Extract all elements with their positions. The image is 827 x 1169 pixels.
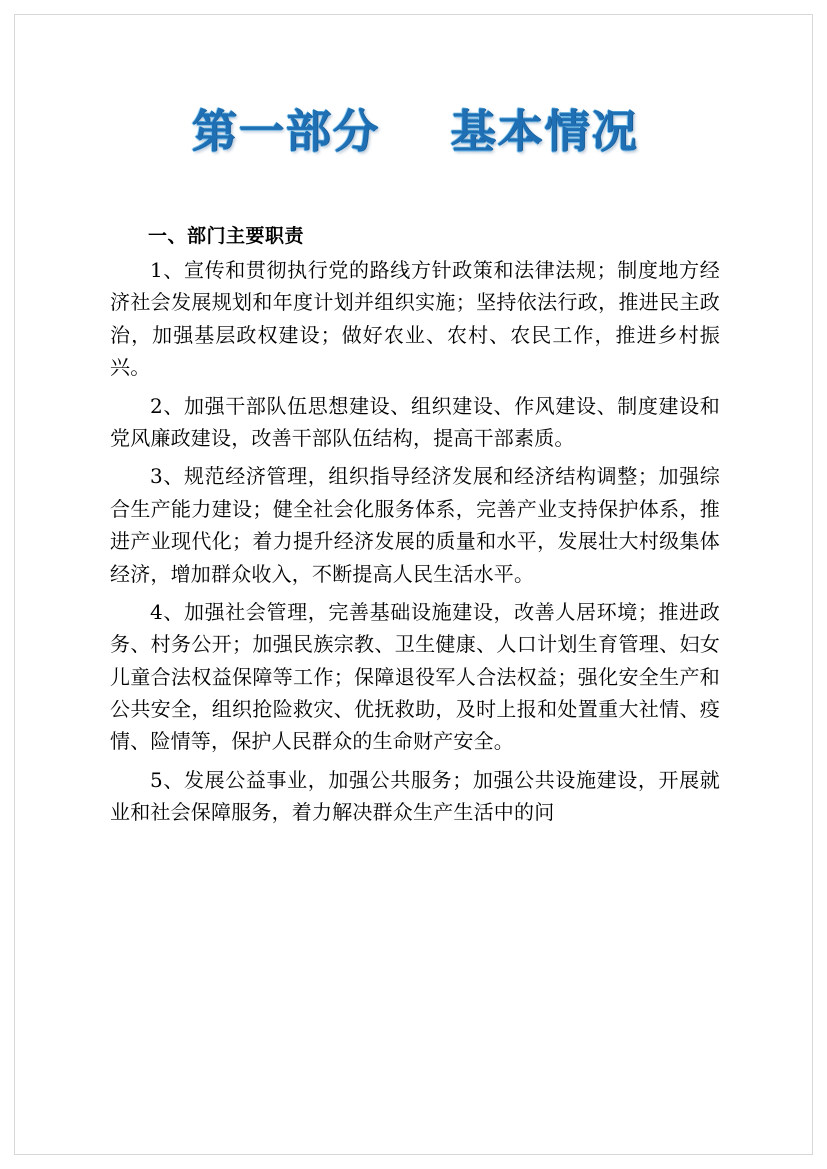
paragraph: 2、加强干部队伍思想建设、组织建设、作风建设、制度建设和党风廉政建设，改善干部队伍结构，提高干部素质。	[110, 393, 720, 450]
paragraph: 1、宣传和贯彻执行党的路线方针政策和法律法规；制度地方经济社会发展规划和年度计划并组织实施；坚持依法行政，推进民主政治，加强基层政权建设；做好农业、农村、农民工作，推进乡村振兴。	[110, 258, 720, 380]
page-content	[110, 70, 720, 829]
page-title: 第一部分 基本情况	[191, 105, 639, 158]
paragraph: 3、规范经济管理，组织指导经济发展和经济结构调整；加强综合生产能力建设；健全社会化服务体系，完善产业支持保护体系，推进产业现代化；着力提升经济发展的质量和水平，发展壮大村级集体经济，增加群众收入，不断提高人民生活水平。	[110, 464, 720, 586]
paragraph: 4、加强社会管理，完善基础设施建设，改善人居环境；推进政务、村务公开；加强民族宗教、卫生健康、人口计划生育管理、妇女儿童合法权益保障等工作；保障退役军人合法权益；强化安全生产和公共安全，组织抢险救灾、优抚救助，及时上报和处置重大社情、疫情、险情等，保护人民群众的生命财产安全。	[110, 599, 720, 754]
section-heading: 一、部门主要职责	[148, 225, 305, 247]
paragraph: 5、发展公益事业，加强公共服务；加强公共设施建设，开展就业和社会保障服务，着力解决群众生产生活中的问	[110, 767, 720, 825]
